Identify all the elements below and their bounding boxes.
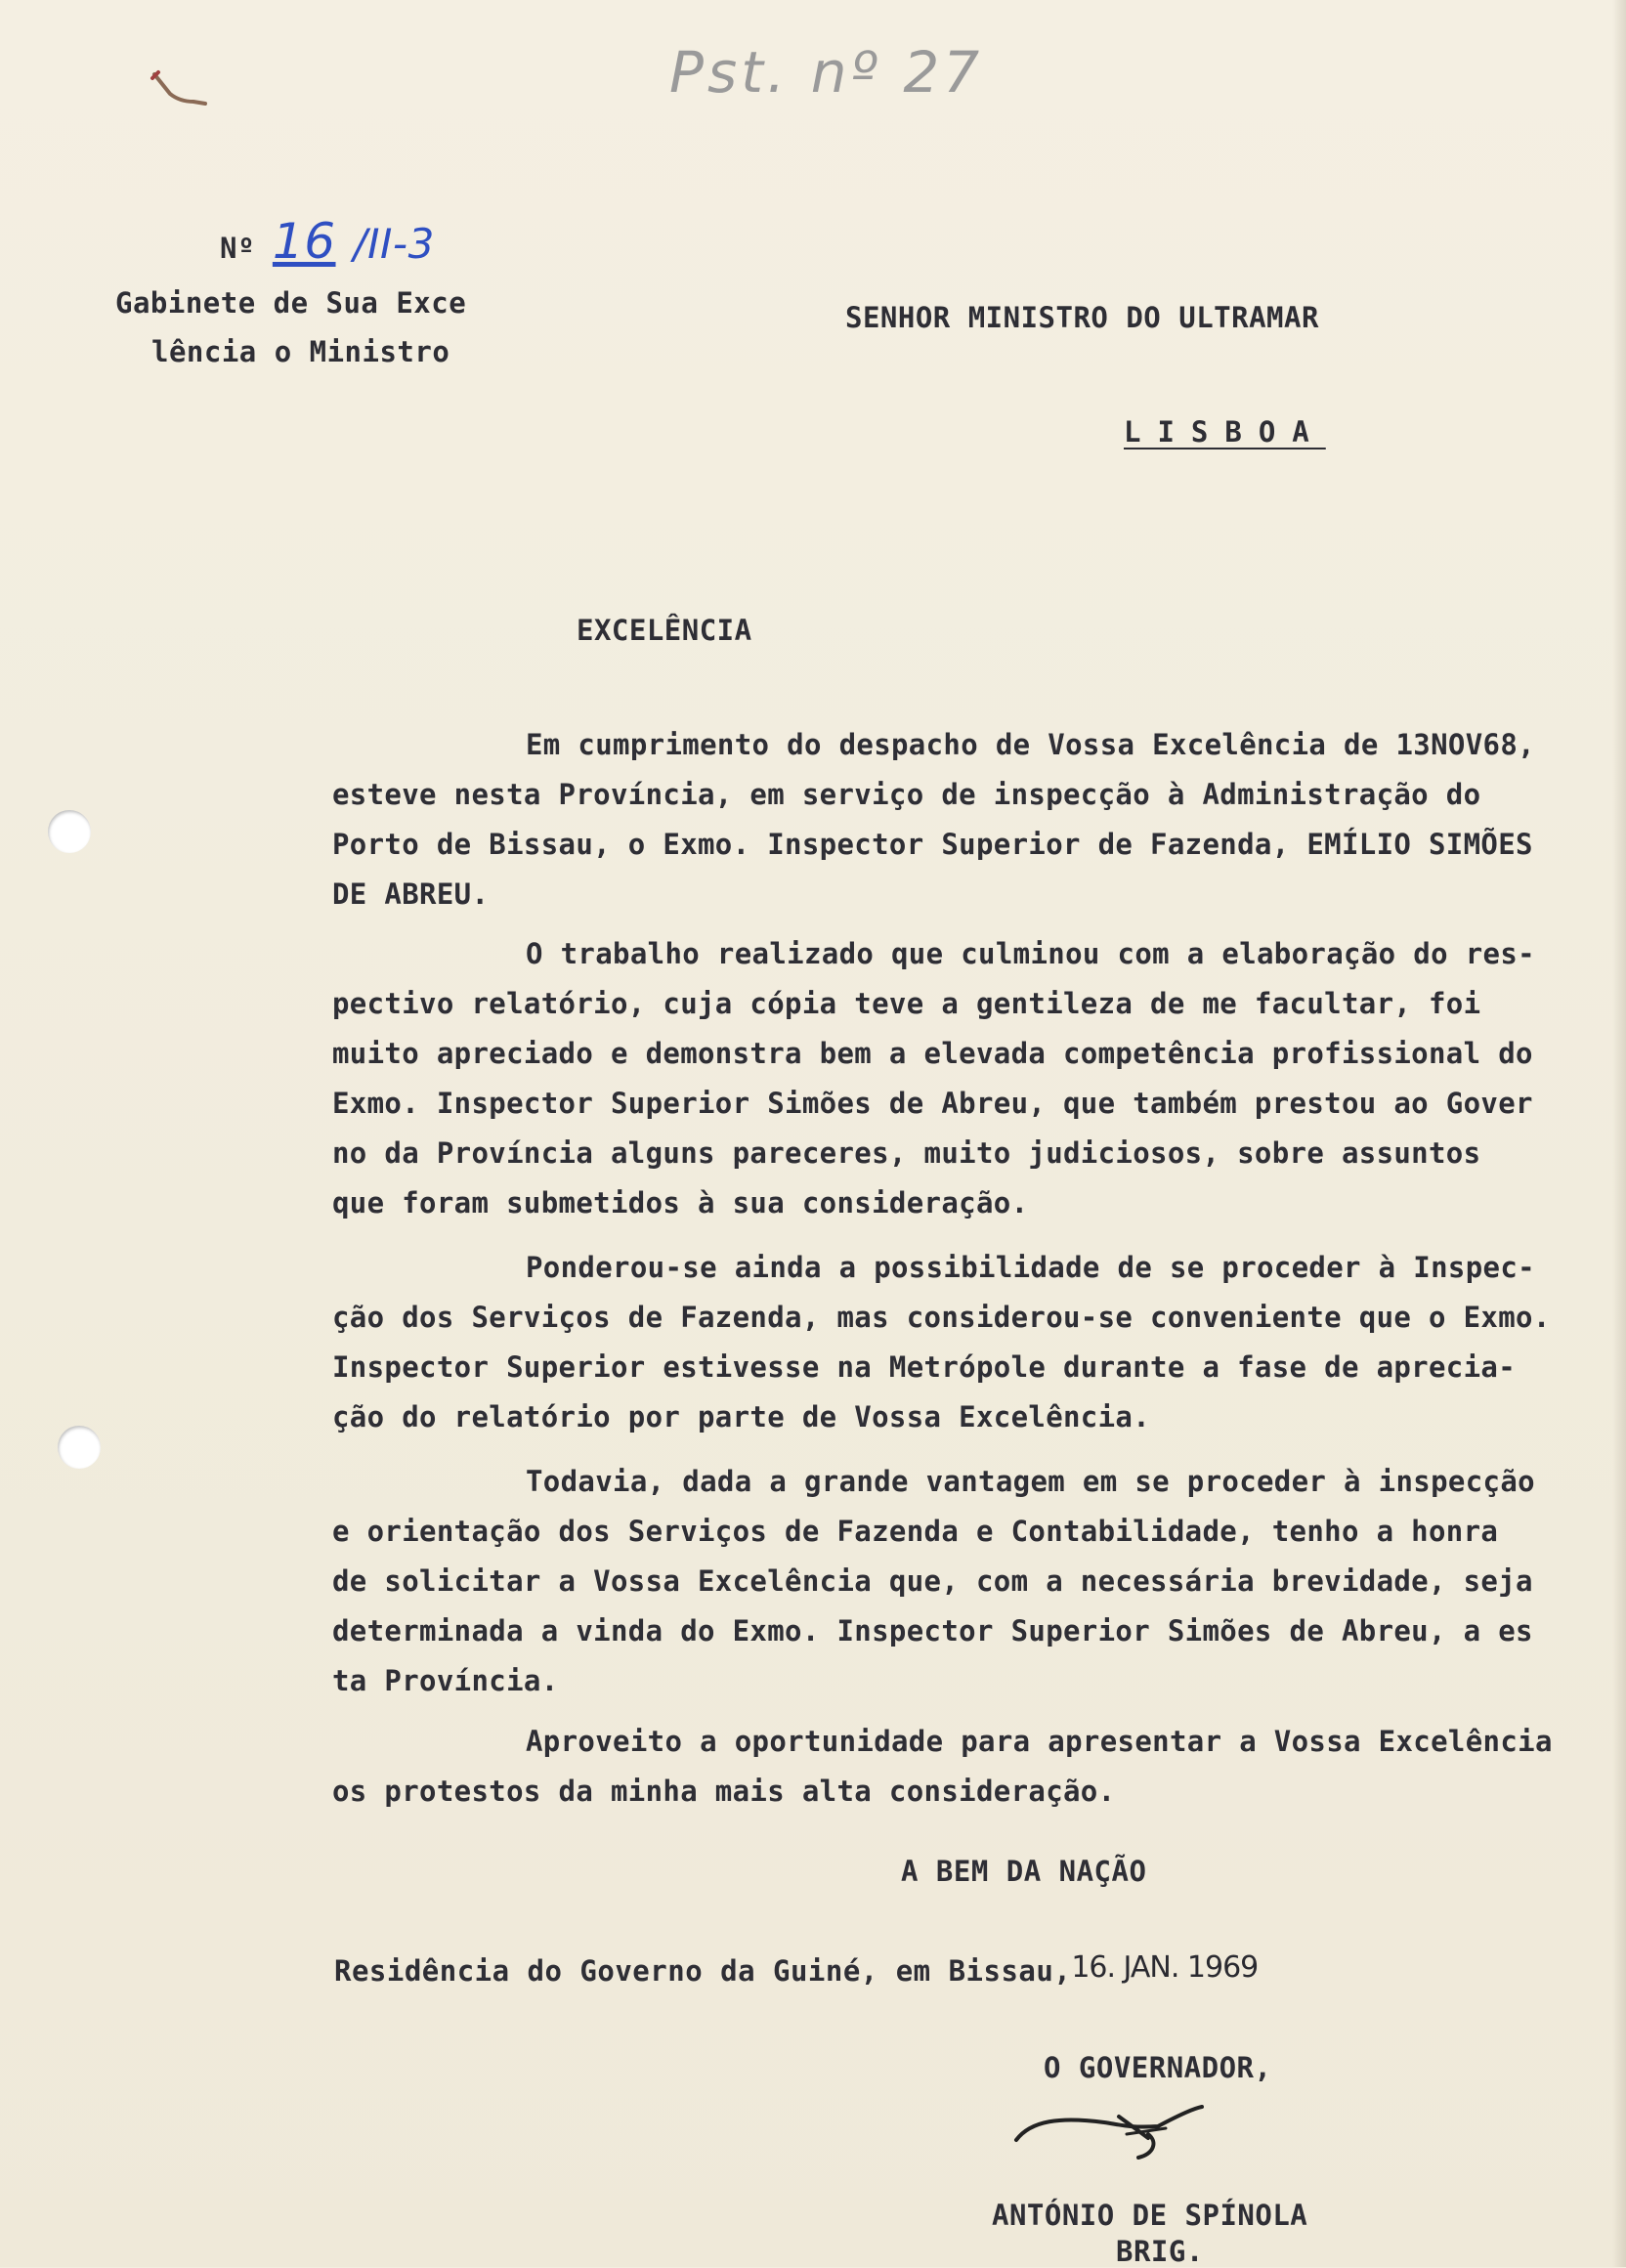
paragraph-line: ção do relatório por parte de Vossa Excelência. — [332, 1400, 1151, 1434]
paragraph-line: que foram submetidos à sua consideração. — [332, 1186, 1029, 1220]
paragraph-line: Todavia, dada a grande vantagem em se proceder à inspecção — [526, 1465, 1535, 1498]
paragraph-line: ção dos Serviços de Fazenda, mas considerou-se conveniente que o Exmo. — [332, 1301, 1551, 1334]
paragraph-line: no da Província alguns pareceres, muito judiciosos, sobre assuntos — [332, 1136, 1481, 1170]
paragraph-line: os protestos da minha mais alta consideração. — [332, 1775, 1116, 1808]
paragraph-line: O trabalho realizado que culminou com a elaboração do res- — [526, 937, 1535, 970]
paragraph-line: Inspector Superior estivesse na Metrópole durante a fase de aprecia- — [332, 1350, 1517, 1384]
punch-hole-top — [48, 810, 91, 853]
staple-mark-icon — [147, 66, 215, 110]
paragraph-line: e orientação dos Serviços de Fazenda e Contabilidade, tenho a honra — [332, 1515, 1499, 1548]
sender-line-1: Gabinete de Sua Exce — [115, 286, 467, 320]
paragraph-line: ta Província. — [332, 1664, 559, 1697]
sender-line-2: lência o Ministro — [151, 335, 450, 368]
paragraph-3 — [332, 1243, 1593, 1442]
handwritten-signature-icon — [1011, 2099, 1207, 2177]
reference-number — [220, 213, 435, 270]
paragraph-line: esteve nesta Província, em serviço de inspecção à Administração do — [332, 778, 1481, 811]
recipient-line: SENHOR MINISTRO DO ULTRAMAR — [845, 301, 1319, 334]
paragraph-line: determinada a vinda do Exmo. Inspector Superior Simões de Abreu, a es — [332, 1614, 1533, 1648]
paragraph-4 — [332, 1457, 1593, 1706]
signatory-name: ANTÓNIO DE SPÍNOLA — [992, 2199, 1308, 2232]
paragraph-line: muito apreciado e demonstra bem a elevada competência profissional do — [332, 1037, 1533, 1070]
pencil-note: Pst. nº 27 — [669, 39, 984, 106]
ref-number-handwritten: 16 — [272, 213, 336, 270]
salutation: EXCELÊNCIA — [577, 614, 752, 647]
paragraph-line: Porto de Bissau, o Exmo. Inspector Superior de Fazenda, EMÍLIO SIMÕES — [332, 828, 1533, 861]
paragraph-line: DE ABREU. — [332, 877, 490, 911]
date-stamp: 16. JAN. 1969 — [1071, 1950, 1259, 1985]
paragraph-line: Ponderou-se ainda a possibilidade de se proceder à Inspec- — [526, 1251, 1535, 1284]
paragraph-1 — [332, 720, 1593, 920]
recipient-city: LISBOA — [1124, 415, 1326, 449]
paragraph-line: de solicitar a Vossa Excelência que, com a necessária brevidade, seja — [332, 1564, 1533, 1598]
paragraph-line: Em cumprimento do despacho de Vossa Excelência de 13NOV68, — [526, 728, 1535, 761]
signatory-title: O GOVERNADOR, — [1044, 2051, 1272, 2084]
paragraph-line: pectivo relatório, cuja cópia teve a gentileza de me facultar, foi — [332, 987, 1481, 1020]
signatory-rank: BRIG. — [1116, 2235, 1204, 2268]
closing-motto: A BEM DA NAÇÃO — [901, 1855, 1147, 1888]
paragraph-2 — [332, 929, 1593, 1228]
paragraph-line: Aproveito a oportunidade para apresentar a Vossa Excelência — [526, 1725, 1553, 1758]
place-text: Residência do Governo da Guiné, em Bissau, — [334, 1954, 1072, 1988]
ref-prefix: Nº — [220, 232, 255, 265]
paragraph-5 — [332, 1717, 1593, 1817]
page-edge-shadow — [1612, 0, 1626, 2267]
punch-hole-bottom — [58, 1426, 101, 1469]
paragraph-line: Exmo. Inspector Superior Simões de Abreu, que também prestou ao Gover — [332, 1087, 1533, 1120]
place-line — [334, 1950, 1259, 1989]
ref-suffix-handwritten: /II-3 — [353, 220, 435, 268]
